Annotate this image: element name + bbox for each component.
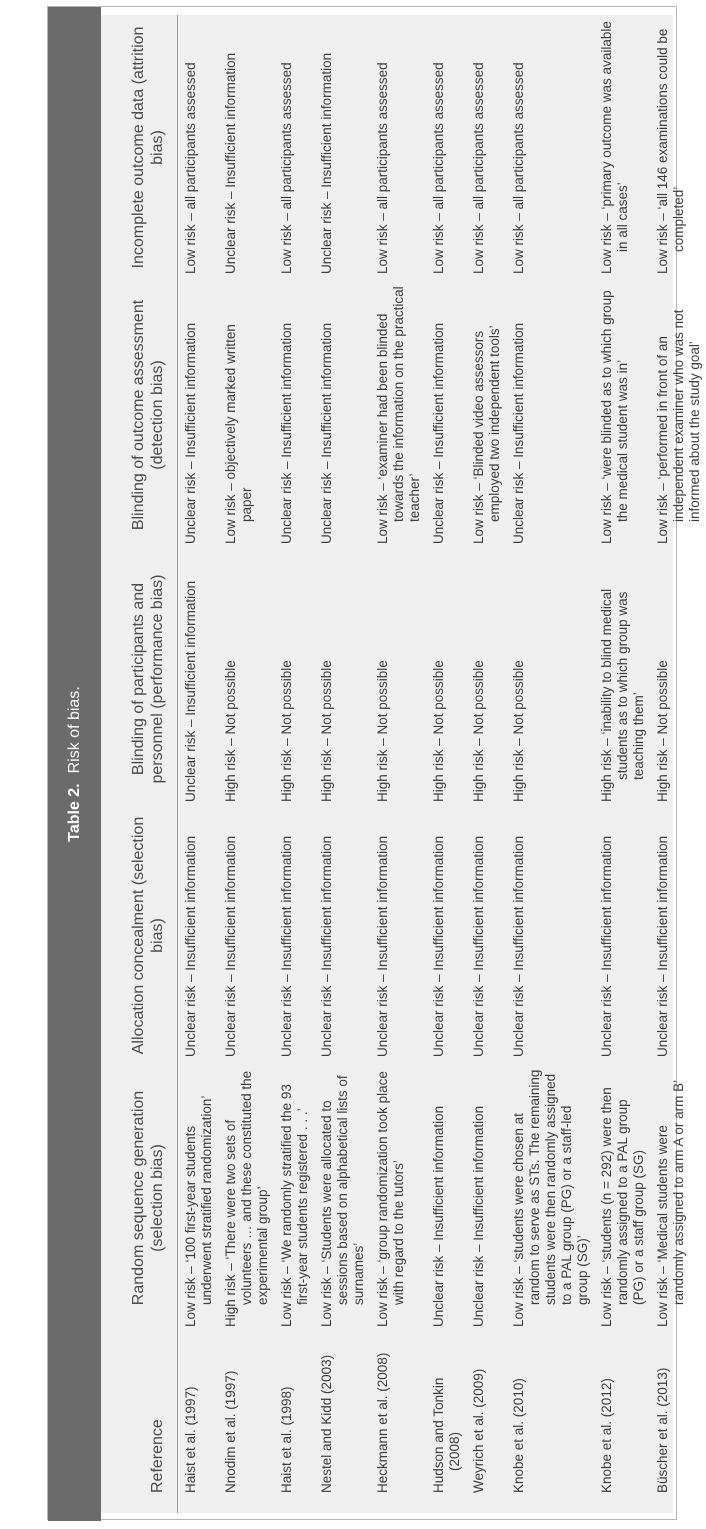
allocation-cell-text: Unclear risk – Insufficient information: [279, 835, 294, 1057]
random-sequence-cell: [178, 1063, 219, 1333]
header-incomplete-data: Incomplete outcome data (attrition bias): [101, 15, 178, 280]
incomplete-data-cell-text: Low risk – all participants assessed: [471, 62, 486, 274]
allocation-cell-text: Unclear risk – Insufficient information: [655, 835, 670, 1057]
random-sequence-cell: [466, 1063, 506, 1333]
allocation-cell-text: Unclear risk – Insufficient information: [431, 835, 446, 1057]
incomplete-data-cell: [370, 15, 426, 280]
blinding-outcome-cell-text: Low risk – objectively marked written paper: [223, 324, 254, 544]
blinding-participants-cell-text: High risk – ‘inability to blind medical students as to which group was teaching them’: [599, 588, 646, 802]
reference-cell-text: Nestel and Kidd (2003): [319, 1354, 334, 1493]
incomplete-data-cell-text: Low risk – ‘all 146 examinations could be completed’: [655, 28, 686, 274]
random-sequence-cell-text: High risk – ‘There were two sets of volunteers … and these constituted the experimental group’: [223, 1070, 270, 1327]
random-sequence-cell-text: Low risk – ‘students were chosen at random to serve as STs. The remaining students were then randomly assigned to a PAL group (PG) or a staff-led group (SG)’: [511, 1069, 590, 1327]
incomplete-data-cell: [426, 15, 466, 280]
blinding-participants-cell-text: High risk – Not possible: [319, 660, 334, 802]
reference-cell: [314, 1333, 370, 1513]
table-title-bar: [48, 7, 101, 1521]
blinding-participants-cell: [218, 550, 274, 808]
blinding-outcome-cell-text: Low risk – ‘Blinded video assessors employed two independent tools’: [471, 325, 502, 544]
incomplete-data-cell-text: Unclear risk – Insufficient information: [319, 52, 334, 274]
table-label: Table 2.: [65, 783, 83, 842]
reference-cell-text: Büscher et al. (2013): [655, 1367, 670, 1493]
reference-cell-text: Haist et al. (1998): [279, 1386, 294, 1493]
blinding-participants-cell: [178, 550, 219, 808]
blinding-outcome-cell: [370, 280, 426, 550]
random-sequence-cell: [314, 1063, 370, 1333]
allocation-cell: [314, 808, 370, 1063]
allocation-cell: [650, 808, 706, 1063]
header-blinding-outcome: Blinding of outcome assessment (detection bias): [101, 280, 178, 550]
incomplete-data-cell: [466, 15, 506, 280]
random-sequence-cell-text: Low risk – ‘students (n = 292) were then randomly assigned to a PAL group (PG) or a staff group (SG): [599, 1087, 646, 1327]
random-sequence-cell-text: Low risk – ‘group randomization took place with regard to the tutors’: [375, 1071, 406, 1327]
blinding-participants-cell-text: High risk – Not possible: [431, 660, 446, 802]
random-sequence-cell: [370, 1063, 426, 1333]
rotated-table-page: [48, 7, 702, 1521]
blinding-outcome-cell-text: Low risk – ‘were blinded as to which group the medical student was in’: [599, 290, 630, 544]
allocation-cell: [178, 808, 219, 1063]
random-sequence-cell-text: Low risk – ‘Medical students were randomly assigned to arm A or arm B’: [655, 1079, 686, 1327]
blinding-participants-cell: [466, 550, 506, 808]
reference-cell: [178, 1333, 219, 1513]
table-caption: Risk of bias.: [65, 686, 83, 774]
header-allocation: Allocation concealment (selection bias): [101, 808, 178, 1063]
reference-cell-text: Weyrich et al. (2009): [471, 1368, 486, 1493]
incomplete-data-cell: [650, 15, 706, 280]
random-sequence-cell-text: Low risk – ‘Students were allocated to sessions based on alphabetical lists of surnames’: [319, 1075, 366, 1327]
allocation-cell: [274, 808, 314, 1063]
reference-cell: [218, 1333, 274, 1513]
blinding-outcome-cell: [178, 280, 219, 550]
reference-cell-text: Knobe et al. (2010): [511, 1378, 526, 1493]
random-sequence-cell: [594, 1063, 650, 1333]
blinding-participants-cell: [426, 550, 466, 808]
allocation-cell: [218, 808, 274, 1063]
table-row: [370, 15, 426, 1513]
table-row: [426, 15, 466, 1513]
risk-of-bias-table: [101, 15, 706, 1513]
blinding-outcome-cell-text: Unclear risk – Insufficient information: [431, 322, 446, 544]
reference-cell: [274, 1333, 314, 1513]
blinding-outcome-cell-text: Unclear risk – Insufficient information: [279, 322, 294, 544]
blinding-outcome-cell-text: Unclear risk – Insufficient information: [511, 322, 526, 544]
allocation-cell: [426, 808, 466, 1063]
blinding-outcome-cell: [594, 280, 650, 550]
table-row: [218, 15, 274, 1513]
table-row: [506, 15, 594, 1513]
reference-cell: [466, 1333, 506, 1513]
allocation-cell: [466, 808, 506, 1063]
blinding-outcome-cell: [506, 280, 594, 550]
blinding-participants-cell-text: High risk – Not possible: [655, 660, 670, 802]
allocation-cell-text: Unclear risk – Insufficient information: [319, 835, 334, 1057]
reference-cell: [370, 1333, 426, 1513]
allocation-cell-text: Unclear risk – Insufficient information: [471, 835, 486, 1057]
reference-cell-text: Heckmann et al. (2008): [375, 1352, 390, 1493]
incomplete-data-cell-text: Low risk – all participants assessed: [279, 62, 294, 274]
random-sequence-cell: [506, 1063, 594, 1333]
allocation-cell-text: Unclear risk – Insufficient information: [183, 835, 198, 1057]
incomplete-data-cell: [178, 15, 219, 280]
reference-cell: [650, 1333, 706, 1513]
random-sequence-cell: [274, 1063, 314, 1333]
table-row: [466, 15, 506, 1513]
blinding-participants-cell: [650, 550, 706, 808]
blinding-outcome-cell-text: Unclear risk – Insufficient information: [183, 322, 198, 544]
header-blinding-participants: Blinding of participants and personnel (performance bias): [101, 550, 178, 808]
blinding-outcome-cell-text: Low risk – ‘performed in front of an independent examiner who was not informed about the study goal’: [655, 309, 702, 544]
blinding-participants-cell-text: High risk – Not possible: [375, 660, 390, 802]
random-sequence-cell-text: Unclear risk – Insufficient information: [471, 1105, 486, 1327]
incomplete-data-cell: [594, 15, 650, 280]
random-sequence-cell-text: Unclear risk – Insufficient information: [431, 1105, 446, 1327]
blinding-outcome-cell: [218, 280, 274, 550]
blinding-outcome-cell: [650, 280, 706, 550]
blinding-participants-cell: [506, 550, 594, 808]
table-row: [650, 15, 706, 1513]
blinding-participants-cell: [314, 550, 370, 808]
table-row: [274, 15, 314, 1513]
random-sequence-cell: [218, 1063, 274, 1333]
blinding-participants-cell-text: High risk – Not possible: [511, 660, 526, 802]
reference-cell: [426, 1333, 466, 1513]
reference-cell-text: Nnodim et al. (1997): [223, 1370, 238, 1493]
incomplete-data-cell: [218, 15, 274, 280]
table-row: [314, 15, 370, 1513]
blinding-outcome-cell-text: Low risk – ‘examiner had been blinded towards the information on the practical teacher’: [375, 286, 422, 544]
header-reference: Reference: [101, 1333, 178, 1513]
table-row: [178, 15, 219, 1513]
allocation-cell-text: Unclear risk – Insufficient information: [599, 835, 614, 1057]
incomplete-data-cell-text: Low risk – ‘primary outcome was available in all cases’: [599, 21, 630, 274]
random-sequence-cell: [426, 1063, 466, 1333]
incomplete-data-cell-text: Low risk – all participants assessed: [183, 62, 198, 274]
incomplete-data-cell-text: Unclear risk – Insufficient information: [223, 52, 238, 274]
reference-cell: [506, 1333, 594, 1513]
allocation-cell-text: Unclear risk – Insufficient information: [223, 835, 238, 1057]
incomplete-data-cell-text: Low risk – all participants assessed: [511, 62, 526, 274]
blinding-outcome-cell: [426, 280, 466, 550]
incomplete-data-cell: [274, 15, 314, 280]
table-row: [594, 15, 650, 1513]
blinding-participants-cell-text: High risk – Not possible: [471, 660, 486, 802]
blinding-participants-cell-text: High risk – Not possible: [279, 660, 294, 802]
allocation-cell: [506, 808, 594, 1063]
incomplete-data-cell-text: Low risk – all participants assessed: [431, 62, 446, 274]
table-body-area: [101, 15, 702, 1513]
incomplete-data-cell-text: Low risk – all participants assessed: [375, 62, 390, 274]
blinding-participants-cell: [370, 550, 426, 808]
blinding-outcome-cell: [314, 280, 370, 550]
incomplete-data-cell: [506, 15, 594, 280]
reference-cell-text: Hudson and Tonkin (2008): [431, 1377, 462, 1493]
allocation-cell-text: Unclear risk – Insufficient information: [511, 835, 526, 1057]
blinding-participants-cell: [594, 550, 650, 808]
reference-cell: [594, 1333, 650, 1513]
table-frame: [47, 6, 702, 1520]
header-row: [101, 15, 178, 1513]
allocation-cell: [594, 808, 650, 1063]
random-sequence-cell-text: Low risk – ‘100 first-year students underwent stratified randomization’: [183, 1095, 214, 1327]
random-sequence-cell: [650, 1063, 706, 1333]
allocation-cell: [370, 808, 426, 1063]
blinding-outcome-cell: [466, 280, 506, 550]
allocation-cell-text: Unclear risk – Insufficient information: [375, 835, 390, 1057]
blinding-participants-cell-text: High risk – Not possible: [223, 660, 238, 802]
header-random-sequence: Random sequence generation (selection bias): [101, 1063, 178, 1333]
reference-cell-text: Haist et al. (1997): [183, 1386, 198, 1493]
blinding-participants-cell: [274, 550, 314, 808]
reference-cell-text: Knobe et al. (2012): [599, 1378, 614, 1493]
blinding-outcome-cell-text: Unclear risk – Insufficient information: [319, 322, 334, 544]
blinding-outcome-cell: [274, 280, 314, 550]
incomplete-data-cell: [314, 15, 370, 280]
random-sequence-cell-text: Low risk – ‘We randomly stratified the 93 first-year students registered . . .’: [279, 1084, 310, 1327]
blinding-participants-cell-text: Unclear risk – Insufficient information: [183, 580, 198, 802]
